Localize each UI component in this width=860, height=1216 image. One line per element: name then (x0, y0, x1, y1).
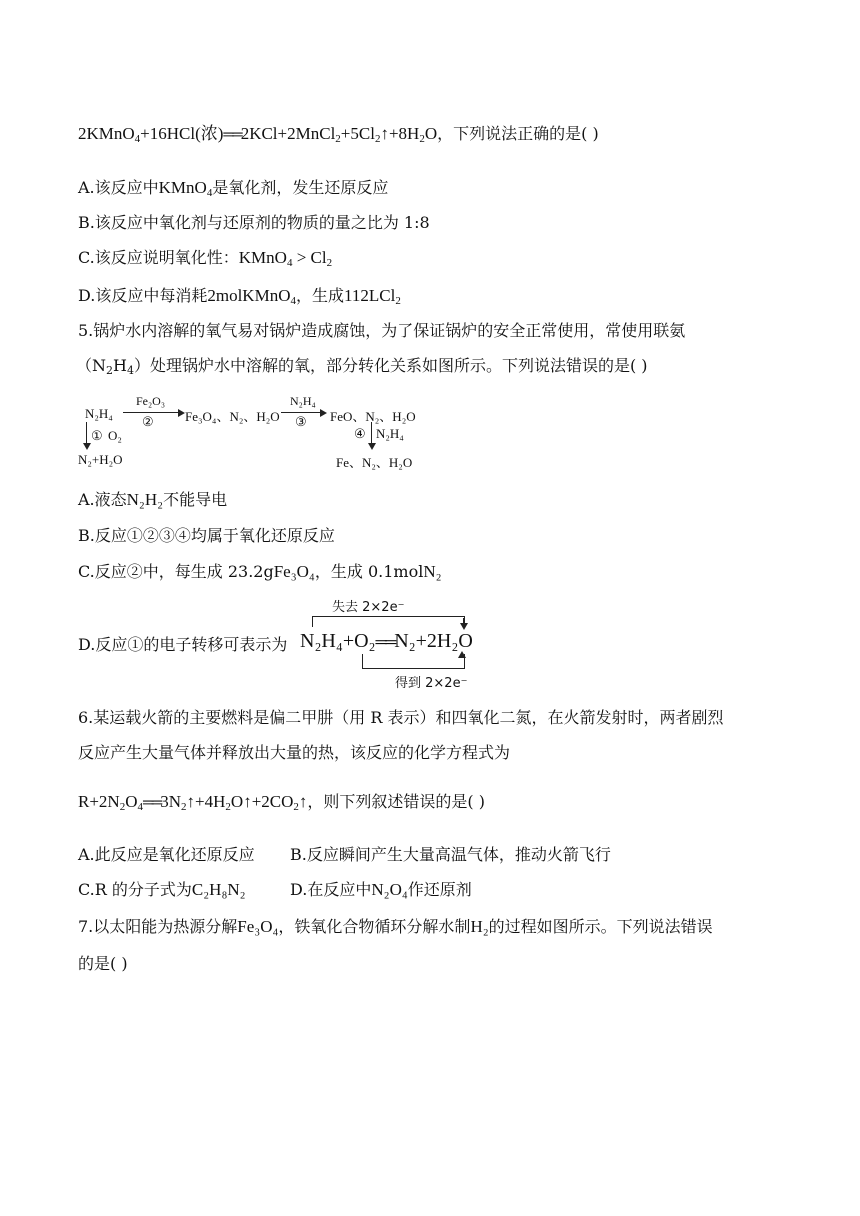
q7-stem-line1: 7.以太阳能为热源分解Fe₃O₄，铁氧化合物循环分解水制H₂的过程如图所示。下列说法错误 (78, 917, 713, 936)
gain-arrow-icon (458, 651, 466, 658)
diagram-arrow-3 (281, 412, 325, 413)
q5-electron-transfer (300, 596, 480, 691)
q5-option-a-formula: N₂H₂ (126, 490, 164, 509)
q6-option-c: C.R 的分子式为C₂H₈N₂ (78, 880, 246, 899)
q4-option-c: C.该反应说明氧化性：KMnO$_4$ > $Cl_2$ (78, 248, 333, 269)
q7-formula-fe3o4: Fe₃O₄ (237, 917, 279, 936)
diagram-r2-num: ② (142, 414, 154, 429)
q4-option-b: B.该反应中氧化剂与还原剂的物质的量之比为 1:8 (78, 213, 430, 232)
q4-option-a: A.该反应中KMnO$_4$是氧化剂，发生还原反应 (78, 178, 389, 199)
q4-stem: ，下列说法正确的是( ) (437, 124, 599, 143)
q4-option-d-formula: 2molKMnO$_4$ (207, 286, 296, 307)
diagram-arrow-1 (86, 422, 87, 448)
q6-equation-line (78, 792, 485, 813)
q5-option-c: C.反应②中，每生成 23.2gFe₃O₄，生成 0.1molN₂ (78, 562, 442, 581)
gain-electrons-label: 得到 2×2e⁻ (395, 676, 468, 691)
diagram-start: N₂H₄ (85, 406, 113, 421)
diagram-right: FeO、N₂、H₂O (330, 409, 416, 424)
diagram-r3-reagent: N₂H₄ (290, 394, 316, 408)
diagram-bottom-right: Fe、N₂、H₂O (336, 455, 413, 470)
q4-option-d-end: 112LCl$_2$ (344, 286, 401, 307)
diagram-r4-reagent: N₂H₄ (376, 426, 404, 441)
diagram-r1-num: ① (91, 428, 103, 443)
q6-stem: ，则下列叙述错误的是( ) (307, 792, 485, 811)
q4-equation-line (78, 124, 599, 145)
q6-option-d: D.在反应中N₂O₄作还原剂 (290, 880, 472, 899)
q5-option-c-formula: Fe₃O₄ (273, 562, 315, 581)
q6-option-d-formula: N₂O₄ (371, 880, 408, 899)
diagram-mid: Fe₃O₄、N₂、H₂O (185, 409, 280, 424)
q6-stem-line2: 反应产生大量气体并释放出大量的热，该反应的化学方程式为 (78, 743, 511, 762)
q5-reaction-diagram (78, 394, 438, 474)
q5-option-d: D.反应①的电子转移可表示为 (78, 635, 288, 654)
q6-option-a: A.此反应是氧化还原反应 (78, 845, 255, 864)
q7-stem-line2: 的是( ) (78, 954, 128, 973)
diagram-arrow-4 (371, 422, 372, 448)
q5-stem-line2: $(N_2H_4)$处理锅炉水中溶解的氧，部分转化关系如图所示。下列说法错误的是( ) (76, 356, 648, 377)
diagram-arrow-2 (123, 412, 183, 413)
lose-bracket (312, 616, 465, 627)
q4-option-d: D.该反应中每消耗2molKMnO$_4$，生成112LCl$_2$ (78, 286, 401, 307)
q6-option-b: B.反应瞬间产生大量高温气体，推动火箭飞行 (290, 845, 611, 864)
q5-option-a: A.液态N₂H₂不能导电 (78, 490, 228, 509)
q5-option-d-equation: N₂H₄+O₂══N₂+2H₂O (300, 630, 473, 652)
q6-equation: $R+2N_2O_4══3N_2↑+4H_2O↑+2CO_2↑$ (78, 792, 308, 813)
q4-option-a-formula: KMnO$_4$ (158, 178, 213, 199)
diagram-r4-num: ④ (354, 426, 366, 441)
diagram-bottom-left: N₂+H₂O (78, 452, 123, 467)
q4-option-c-formula: KMnO$_4$ > $Cl_2$ (238, 248, 333, 269)
diagram-r1-reagent: O₂ (108, 428, 122, 443)
lose-electrons-label: 失去 2×2e⁻ (332, 600, 405, 615)
diagram-r3-num: ③ (295, 414, 307, 429)
q4-equation: 2KMnO$_4$+16HCl(浓)$══2KCl+2MnCl_2+5Cl_2↑+8H_2O$ (78, 124, 438, 145)
lose-arrow (463, 618, 464, 628)
diagram-r2-reagent: Fe₂O₃ (136, 394, 166, 408)
q6-stem-line1: 6.某运载火箭的主要燃料是偏二甲肼（用 R 表示）和四氧化二氮，在火箭发射时，两者剧烈 (78, 708, 724, 727)
q7-formula-h2: H₂ (470, 917, 489, 936)
q5-option-c-end: N₂ (423, 562, 442, 581)
q5-option-b: B.反应①②③④均属于氧化还原反应 (78, 526, 335, 545)
q6-option-c-formula: C₂H₈N₂ (191, 880, 246, 899)
gain-bracket (362, 654, 465, 669)
q5-stem-line1: 5.锅炉水内溶解的氧气易对锅炉造成腐蚀，为了保证锅炉的安全正常使用，常使用联氨 (78, 321, 686, 340)
